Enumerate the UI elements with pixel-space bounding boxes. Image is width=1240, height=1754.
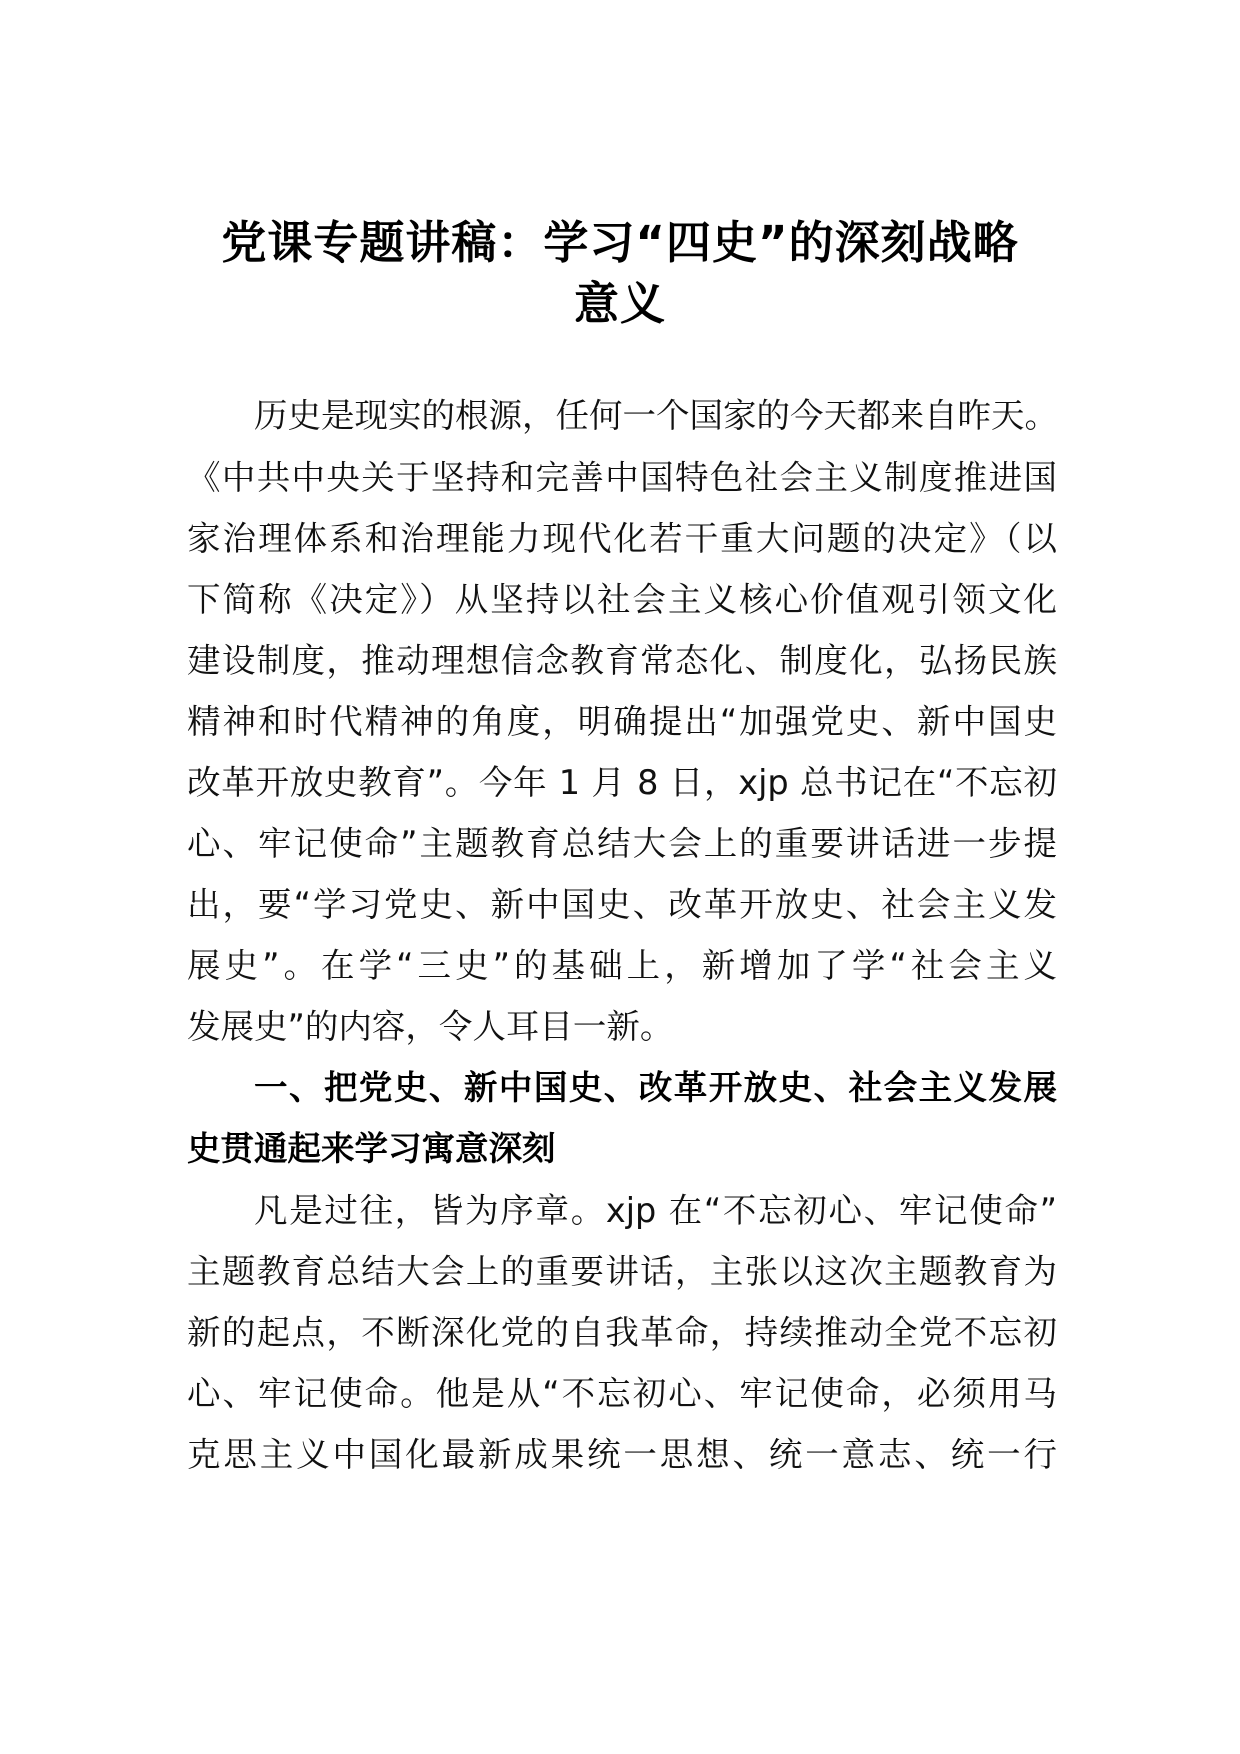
- paragraph-1-line-6: 精神和时代精神的角度，明确提出“加强党史、新中国史: [187, 702, 1057, 741]
- section-heading-line-1: 一、把党史、新中国史、改革开放史、社会主义发展: [254, 1068, 1057, 1107]
- paragraph-2-line-2: 主题教育总结大会上的重要讲话，主张以这次主题教育为: [187, 1252, 1057, 1291]
- document-title-line-2: 意义: [573, 277, 666, 330]
- paragraph-1-line-10: 展史”。在学“三史”的基础上，新增加了学“社会主义: [187, 946, 1057, 985]
- paragraph-2-line-1: 凡是过往，皆为序章。xjp 在“不忘初心、牢记使命”: [254, 1191, 1057, 1230]
- paragraph-2-line-4: 心、牢记使命。他是从“不忘初心、牢记使命，必须用马: [187, 1374, 1057, 1413]
- section-heading-line-2: 史贯通起来学习寓意深刻: [187, 1129, 556, 1168]
- paragraph-2-line-3: 新的起点，不断深化党的自我革命，持续推动全党不忘初: [187, 1313, 1057, 1352]
- paragraph-1-line-2: 《中共中央关于坚持和完善中国特色社会主义制度推进国: [187, 458, 1057, 497]
- paragraph-1-line-11: 发展史”的内容，令人耳目一新。: [187, 1007, 674, 1046]
- paragraph-1-line-4: 下简称《决定》）从坚持以社会主义核心价值观引领文化: [187, 580, 1057, 619]
- paragraph-1-line-3: 家治理体系和治理能力现代化若干重大问题的决定》（以: [187, 519, 1057, 558]
- paragraph-1-line-7: 改革开放史教育”。今年 1 月 8 日，xjp 总书记在“不忘初: [187, 763, 1057, 802]
- paragraph-1-line-5: 建设制度，推动理想信念教育常态化、制度化，弘扬民族: [187, 641, 1057, 680]
- paragraph-1-line-8: 心、牢记使命”主题教育总结大会上的重要讲话进一步提: [187, 824, 1057, 863]
- paragraph-1-line-1: 历史是现实的根源，任何一个国家的今天都来自昨天。: [254, 396, 1058, 435]
- paragraph-2-line-5: 克思主义中国化最新成果统一思想、统一意志、统一行: [187, 1435, 1057, 1474]
- paragraph-1-line-9: 出，要“学习党史、新中国史、改革开放史、社会主义发: [187, 885, 1057, 924]
- document-title-line-1: 党课专题讲稿：学习“四史”的深刻战略: [221, 216, 1019, 269]
